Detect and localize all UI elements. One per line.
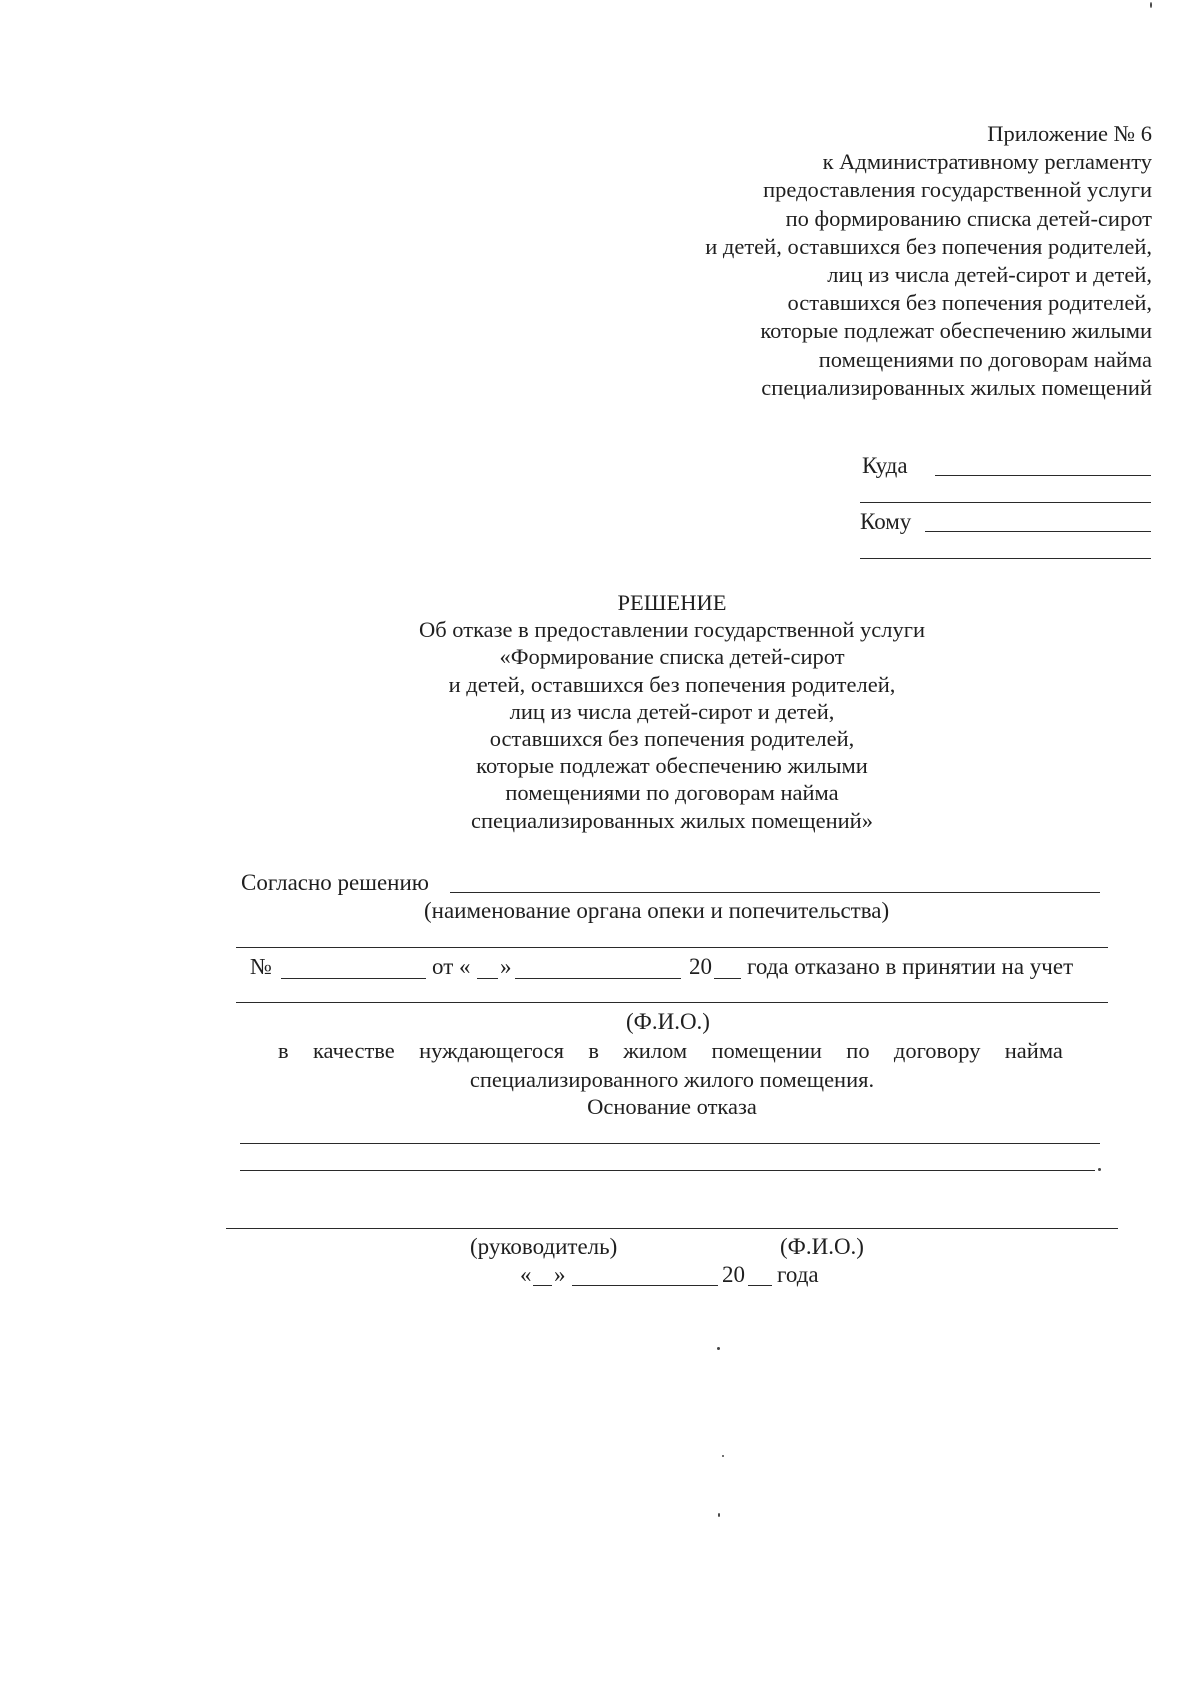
decision-line: Об отказе в предоставлении государственной услуги [418, 617, 925, 643]
appendix-line: специализированных жилых помещений [761, 374, 1152, 400]
appendix-line: Приложение № 6 [987, 121, 1152, 146]
appendix-line: к Административному регламенту [822, 149, 1152, 175]
signature-month-field[interactable] [572, 1285, 718, 1286]
basis-wrap [72, 1093, 1200, 1120]
basis-label: Основание отказа [587, 1094, 757, 1119]
signature-fio-caption: (Ф.И.О.) [780, 1234, 864, 1259]
quality-word: качестве [312, 1038, 395, 1063]
quality-line2-wrap [72, 1066, 1200, 1093]
decision-line: которые подлежат обеспечению жилыми [476, 753, 868, 779]
quality-line [278, 1037, 1063, 1065]
quality-word: в [278, 1038, 289, 1063]
quality-word: найма [1004, 1038, 1063, 1063]
quality-word: жилом [623, 1038, 688, 1063]
appendix-header [705, 120, 1152, 402]
fio-field[interactable] [236, 1002, 1108, 1003]
signature-year-suffix: года [777, 1262, 819, 1287]
appendix-line: и детей, оставшихся без попечения родителей, [705, 233, 1152, 259]
fio-caption: (Ф.И.О.) [626, 1009, 710, 1034]
decision-line: специализированных жилых помещений» [471, 807, 873, 833]
month-field[interactable] [515, 978, 681, 979]
day-field[interactable] [477, 978, 498, 979]
appendix-line: по формированию списка детей-сирот [785, 205, 1152, 231]
number-field[interactable] [281, 978, 426, 979]
quality-word: в [588, 1038, 599, 1063]
whom-field-line2[interactable] [860, 558, 1151, 559]
date-open: « [520, 1262, 532, 1287]
decision-title: РЕШЕНИЕ [617, 590, 727, 615]
appendix-line: которые подлежат обеспечению жилыми [760, 318, 1152, 344]
where-field[interactable] [935, 475, 1151, 476]
refused-text: года отказано в принятии на учет [747, 954, 1074, 979]
appendix-line: помещениями по договорам найма [818, 346, 1152, 372]
basis-field-line2[interactable] [240, 1170, 1095, 1171]
basis-field-line1[interactable] [240, 1143, 1100, 1144]
from-label: от « [432, 954, 471, 979]
decision-line: помещениями по договорам найма [505, 780, 839, 806]
year-prefix: 20 [689, 954, 712, 979]
quote-close: » [500, 954, 512, 979]
signature-field[interactable] [226, 1228, 1118, 1229]
authority-field-line2[interactable] [236, 947, 1108, 948]
quality-line2: специализированного жилого помещения. [469, 1067, 875, 1092]
authority-field[interactable] [450, 892, 1100, 893]
scan-speck [722, 1455, 724, 1457]
signature-year-field[interactable] [748, 1285, 772, 1286]
period-mark [1098, 1168, 1101, 1171]
number-sign: № [250, 954, 272, 979]
where-label: Куда [862, 453, 908, 478]
where-field-line2[interactable] [860, 502, 1151, 503]
whom-label: Кому [860, 509, 912, 534]
authority-caption: (наименование органа опеки и попечительства) [424, 898, 890, 923]
quality-word: помещении [711, 1038, 822, 1063]
quality-word: договору [893, 1038, 981, 1063]
year-field[interactable] [714, 978, 741, 979]
scan-speck [1150, 2, 1152, 8]
appendix-line: предоставления государственной услуги [763, 177, 1152, 203]
head-caption: (руководитель) [470, 1234, 618, 1259]
decision-line: лиц из числа детей-сирот и детей, [509, 698, 835, 724]
decision-line: и детей, оставшихся без попечения родителей, [448, 671, 896, 697]
decision-block [72, 589, 1200, 834]
according-label: Согласно решению [241, 870, 429, 895]
scan-speck [717, 1347, 720, 1350]
decision-line: оставшихся без попечения родителей, [489, 726, 855, 752]
quality-word: нуждающегося [419, 1038, 565, 1063]
decision-line: «Формирование списка детей-сирот [499, 644, 845, 670]
date-close: » [554, 1262, 566, 1287]
scan-speck [718, 1513, 720, 1517]
whom-field[interactable] [925, 531, 1151, 532]
quality-word: по [846, 1038, 870, 1063]
signature-day-field[interactable] [533, 1285, 552, 1286]
appendix-line: оставшихся без попечения родителей, [787, 290, 1152, 316]
signature-year-prefix: 20 [722, 1262, 745, 1287]
appendix-line: лиц из числа детей-сирот и детей, [827, 262, 1152, 288]
